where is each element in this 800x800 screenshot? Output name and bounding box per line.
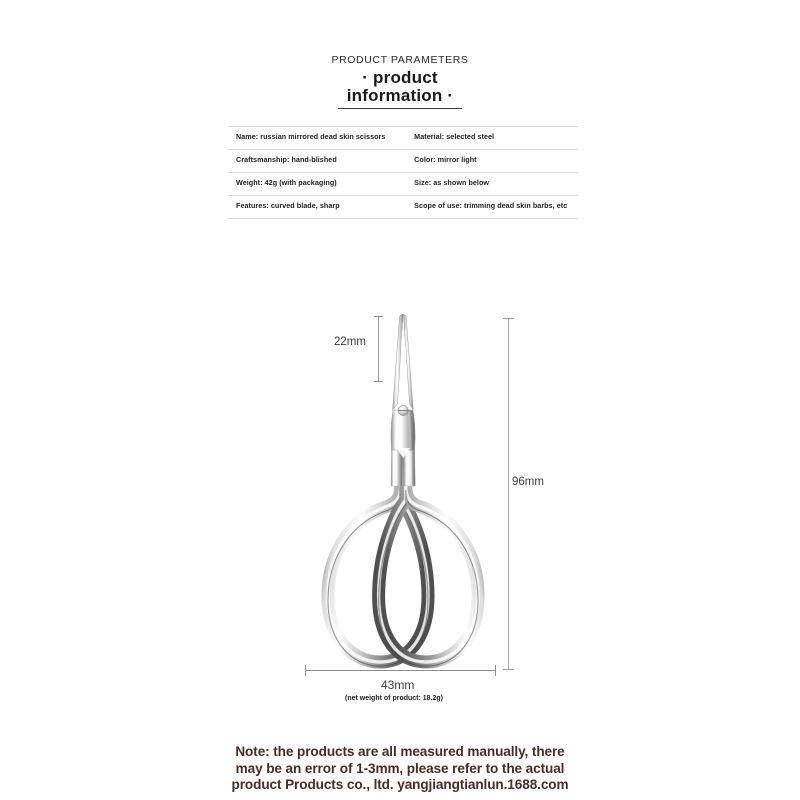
page-title [0, 69, 800, 104]
dimension-label-blade-length: 22mm [334, 336, 366, 348]
spec-features-cell: Features: curved blade, sharp [228, 196, 400, 219]
pivot-screw-icon [398, 405, 408, 415]
scissor-blades [393, 314, 414, 410]
handle-ring-right [379, 486, 478, 666]
footer-note-line-2: may be an error of 1-3mm, please refer to the actual [235, 760, 565, 776]
scissor-pivot-body [391, 405, 415, 452]
table-row [228, 127, 578, 150]
spec-name-cell: Name: russian mirrored dead skin scissors [228, 127, 400, 150]
spec-material-cell: Material: selected steel [400, 127, 578, 150]
handle-ring-left [328, 486, 428, 666]
header-underline [338, 108, 462, 109]
dimension-label-width: 43mm [381, 678, 415, 692]
dimension-line-22mm [374, 316, 383, 382]
spec-scope-cell: Scope of use: trimming dead skin barbs, etc [400, 196, 578, 219]
spec-color-cell: Color: mirror light [400, 150, 578, 173]
footer-note [0, 744, 800, 794]
table-row [228, 196, 578, 219]
product-parameters-table [228, 126, 578, 219]
table-row [228, 150, 578, 173]
scissors-product-image [300, 300, 520, 680]
spec-size-cell: Size: as shown below [400, 173, 578, 196]
header-eyebrow: PRODUCT PARAMETERS [331, 54, 469, 66]
page-title-line-1: · product [362, 68, 438, 87]
net-weight-label: (net weight of product: 18.2g) [345, 695, 443, 702]
table-body [228, 127, 578, 219]
dimension-label-total-length: 96mm [512, 476, 544, 488]
page-header [0, 54, 800, 109]
page-title-line-2: information · [346, 85, 454, 105]
table-row [228, 173, 578, 196]
spec-craftsmanship-cell: Craftsmanship: hand-blished [228, 150, 400, 173]
dimension-line-96mm [503, 318, 514, 670]
footer-note-line-1: Note: the products are all measured manually, there [235, 744, 565, 759]
footer-note-line-3: product Products co., ltd. yangjiangtianlun.1688.com [231, 777, 569, 792]
scissor-shafts [391, 448, 415, 486]
spec-weight-cell: Weight: 42g (with packaging) [228, 173, 400, 196]
dimension-line-43mm [305, 665, 496, 676]
